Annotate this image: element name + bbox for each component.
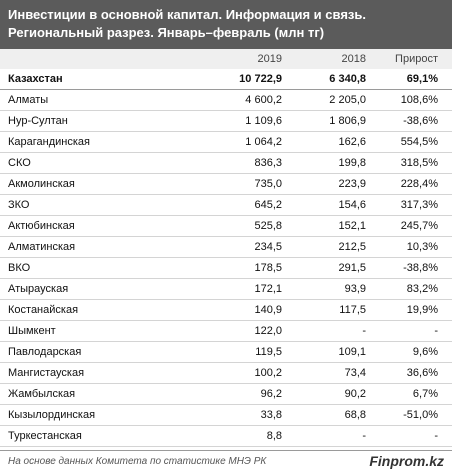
table-row xyxy=(0,174,452,195)
region-name: Карагандинская xyxy=(8,136,90,148)
table-row xyxy=(0,111,452,132)
growth-value: 245,7% xyxy=(400,220,438,232)
growth-value: - xyxy=(434,430,438,442)
region-name: Казахстан xyxy=(8,73,63,85)
growth-value: 318,5% xyxy=(400,157,438,169)
value-2018: 152,1 xyxy=(338,220,366,232)
value-2019: 122,0 xyxy=(254,325,282,337)
column-header-2019: 2019 xyxy=(257,53,282,65)
table-body xyxy=(0,69,452,447)
value-2019: 100,2 xyxy=(254,367,282,379)
column-headers xyxy=(0,49,452,69)
value-2018: 154,6 xyxy=(338,199,366,211)
value-2018: - xyxy=(362,430,366,442)
value-2019: 735,0 xyxy=(254,178,282,190)
region-name: Шымкент xyxy=(8,325,56,337)
value-2018: 291,5 xyxy=(338,262,366,274)
table-row xyxy=(0,195,452,216)
table-row xyxy=(0,216,452,237)
value-2018: 212,5 xyxy=(338,241,366,253)
region-name: ВКО xyxy=(8,262,31,274)
table-row xyxy=(0,363,452,384)
value-2019: 836,3 xyxy=(254,157,282,169)
region-name: Алматинская xyxy=(8,241,76,253)
growth-value: -51,0% xyxy=(403,409,438,421)
value-2018: 162,6 xyxy=(338,136,366,148)
region-name: Павлодарская xyxy=(8,346,82,358)
title-line-2: Региональный разрез. Январь–февраль (млн тг) xyxy=(8,25,325,40)
value-2019: 10 722,9 xyxy=(239,73,282,85)
table-row xyxy=(0,69,452,90)
value-2018: 1 806,9 xyxy=(329,115,366,127)
table-row xyxy=(0,300,452,321)
growth-value: 108,6% xyxy=(400,94,438,106)
growth-value: 69,1% xyxy=(406,73,438,85)
table-row xyxy=(0,237,452,258)
value-2019: 1 109,6 xyxy=(245,115,282,127)
region-name: СКО xyxy=(8,157,31,169)
region-name: ЗКО xyxy=(8,199,30,211)
table-row xyxy=(0,321,452,342)
value-2019: 234,5 xyxy=(254,241,282,253)
growth-value: 19,9% xyxy=(406,304,438,316)
growth-value: 228,4% xyxy=(400,178,438,190)
value-2018: 109,1 xyxy=(338,346,366,358)
source-note: На основе данных Комитета по статистике МНЭ РК xyxy=(8,456,267,467)
brand-logo: Finprom.kz xyxy=(369,453,444,469)
table-row xyxy=(0,342,452,363)
region-name: Жамбылская xyxy=(8,388,76,400)
growth-value: 317,3% xyxy=(400,199,438,211)
value-2019: 96,2 xyxy=(260,388,282,400)
region-name: Атырауская xyxy=(8,283,69,295)
region-name: Актюбинская xyxy=(8,220,75,232)
value-2018: 68,8 xyxy=(344,409,366,421)
value-2018: 90,2 xyxy=(344,388,366,400)
region-name: Костанайская xyxy=(8,304,79,316)
column-header-2018: 2018 xyxy=(341,53,366,65)
region-name: Туркестанская xyxy=(8,430,82,442)
table-row xyxy=(0,132,452,153)
value-2018: - xyxy=(362,325,366,337)
region-name: Акмолинская xyxy=(8,178,75,190)
table-row xyxy=(0,405,452,426)
value-2018: 223,9 xyxy=(338,178,366,190)
title-line-1: Инвестиции в основной капитал. Информация и связь. xyxy=(8,7,366,22)
table-row xyxy=(0,153,452,174)
region-name: Кызылординская xyxy=(8,409,96,421)
value-2018: 93,9 xyxy=(344,283,366,295)
value-2019: 645,2 xyxy=(254,199,282,211)
value-2019: 1 064,2 xyxy=(245,136,282,148)
growth-value: -38,8% xyxy=(403,262,438,274)
region-name: Нур-Султан xyxy=(8,115,68,127)
value-2018: 117,5 xyxy=(339,304,366,316)
table-row xyxy=(0,258,452,279)
table-row xyxy=(0,90,452,111)
column-header-growth: Прирост xyxy=(395,53,438,65)
value-2018: 2 205,0 xyxy=(329,94,366,106)
value-2018: 199,8 xyxy=(338,157,366,169)
growth-value: 554,5% xyxy=(400,136,438,148)
growth-value: 6,7% xyxy=(412,388,438,400)
growth-value: - xyxy=(434,325,438,337)
value-2019: 172,1 xyxy=(254,283,282,295)
value-2019: 140,9 xyxy=(254,304,282,316)
value-2019: 33,8 xyxy=(260,409,282,421)
value-2019: 4 600,2 xyxy=(245,94,282,106)
value-2018: 6 340,8 xyxy=(329,73,366,85)
value-2019: 178,5 xyxy=(254,262,282,274)
value-2019: 525,8 xyxy=(254,220,282,232)
table-row xyxy=(0,279,452,300)
region-name: Мангистауская xyxy=(8,367,85,379)
growth-value: -38,6% xyxy=(403,115,438,127)
value-2019: 8,8 xyxy=(266,430,282,442)
table-header xyxy=(0,0,452,49)
table-row xyxy=(0,426,452,447)
growth-value: 83,2% xyxy=(406,283,438,295)
table-row xyxy=(0,384,452,405)
growth-value: 9,6% xyxy=(412,346,438,358)
region-name: Алматы xyxy=(8,94,49,106)
value-2019: 119,5 xyxy=(255,346,282,358)
growth-value: 10,3% xyxy=(406,241,438,253)
growth-value: 36,6% xyxy=(406,367,438,379)
value-2018: 73,4 xyxy=(344,367,366,379)
table-footer xyxy=(0,450,452,473)
